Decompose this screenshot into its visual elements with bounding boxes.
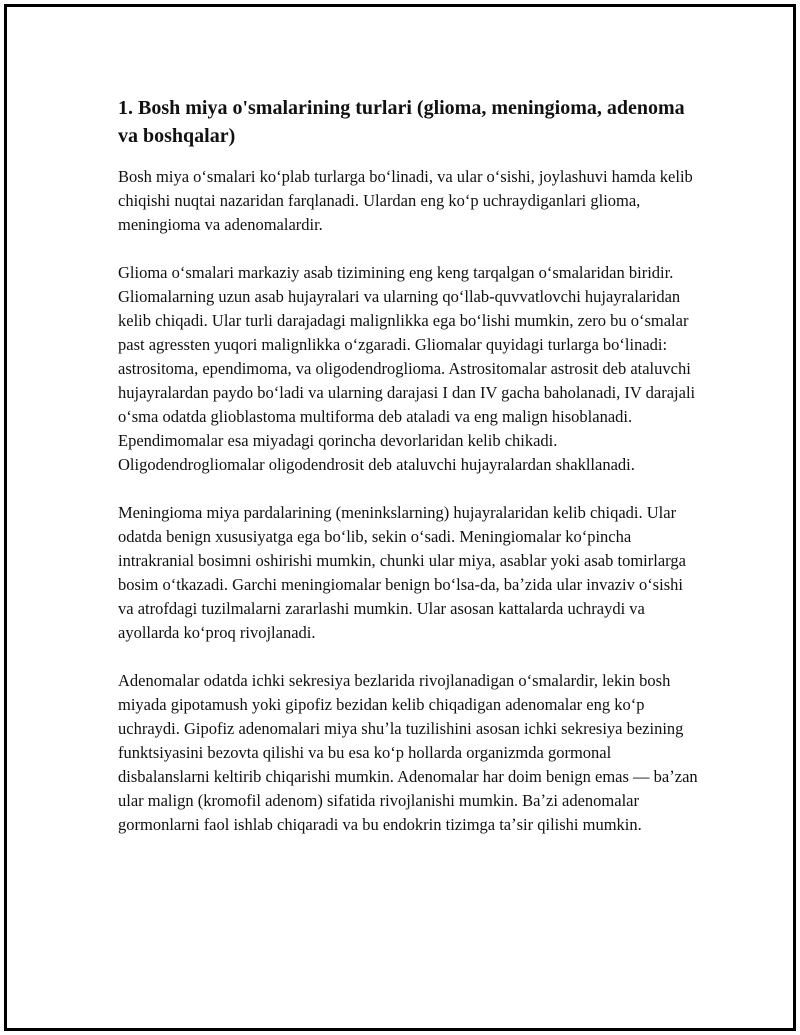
paragraph-glioma: Glioma oʻsmalari markaziy asab tizimining eng keng tarqalgan oʻsmalaridan biridir. Gliomalarning uzun asab hujayralari va ularning qoʻllab-quvvatlovchi hujayralaridan kelib chiqadi. Ular turli darajadagi malignlikka ega boʻlishi mumkin, zero bu oʻsmalar past agressten yuqori malignlikka oʻzgaradi. Gliomalar quyidagi turlarga boʻlinadi: astrositoma, ependimoma, va oligodendroglioma. Astrositomalar astrosit deb ataluvchi hujayralardan paydo boʻladi va ularning darajasi I dan IV gacha baholanadi, IV darajali oʻsma odatda glioblastoma multiforma deb ataladi va eng malign hisoblanadi. Ependimomalar esa miyadagi qorincha devorlaridan kelib chikadi. Oligodendrogliomalar oligodendrosit deb ataluvchi hujayralardan shakllanadi. <box>118 263 696 474</box>
document-body <box>118 94 698 861</box>
section-heading: 1. Bosh miya o'smalarining turlari (glioma, meningioma, adenoma va boshqalar) <box>118 97 685 147</box>
paragraph-intro: Bosh miya oʻsmalari koʻplab turlarga boʻlinadi, va ular oʻsishi, joylashuvi hamda kelib chiqishi nuqtai nazaridan farqlanadi. Ulardan eng koʻp uchraydiganlari glioma, meningioma va adenomalardir. <box>118 167 693 234</box>
paragraph-meningioma: Meningioma miya pardalarining (meninkslarning) hujayralaridan kelib chiqadi. Ular odatda benign xususiyatga ega boʻlib, sekin oʻsadi. Meningiomalar koʻpincha intrakranial bosimni oshirishi mumkin, chunki ular miya, asablar yoki asab tomirlarga bosim oʻtkazadi. Garchi meningiomalar benign boʻlsa-da, baʼzida ular invaziv oʻsishi va atrofdagi tuzilmalarni zararlashi mumkin. Ular asosan kattalarda uchraydi va ayollarda koʻproq rivojlanadi. <box>118 503 686 642</box>
paragraph-adenoma: Adenomalar odatda ichki sekresiya bezlarida rivojlanadigan oʻsmalardir, lekin bosh miyada gipotamush yoki gipofiz bezidan kelib chiqadigan adenomalar eng koʻp uchraydi. Gipofiz adenomalari miya shuʼla tuzilishini asosan ichki sekresiya bezining funktsiyasini bezovta qilishi va bu esa koʻp hollarda organizmda gormonal disbalanslarni keltirib chiqarishi mumkin. Adenomalar har doim benign emas — baʼzan ular malign (kromofil adenom) sifatida rivojlanishi mumkin. Baʼzi adenomalar gormonlarni faol ishlab chiqaradi va bu endokrin tizimga taʼsir qilishi mumkin. <box>118 671 698 834</box>
